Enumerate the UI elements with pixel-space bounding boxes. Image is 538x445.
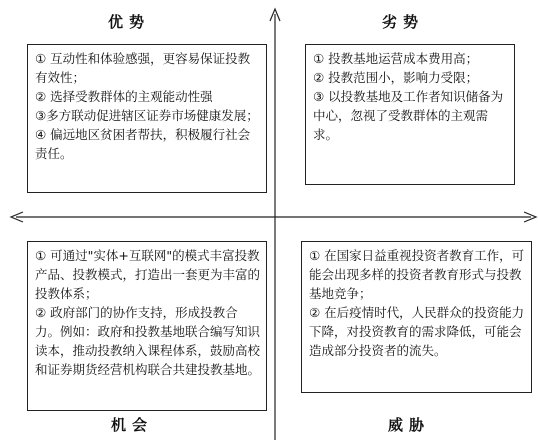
axis-arrow-up — [270, 9, 280, 21]
axis-arrow-left — [11, 212, 23, 222]
threats-item: ① 在国家日益重视投资者教育工作，可能会出现多样的投资者教育形式与投教基地竞争； — [309, 248, 525, 301]
strengths-title: 优势 — [108, 13, 151, 31]
strengths-item: ④ 偏远地区贫困者帮扶，积极履行社会责任。 — [35, 127, 251, 161]
threats-title: 威胁 — [388, 416, 431, 434]
weaknesses-box — [305, 44, 515, 185]
opportunities-box — [27, 241, 267, 411]
threats-item: ② 在后疫情时代，人民群众的投资能力下降，对投资教育的需求降低，可能会造成部分投资者的流失。 — [309, 305, 525, 358]
weaknesses-item: ① 投教基地运营成本费用高； — [313, 51, 479, 66]
weaknesses-item: ② 投教范围小，影响力受限； — [313, 70, 479, 85]
opportunities-item: ② 政府部门的协作支持，形成投教合力。例如：政府和投教基地联合编写知识读本，推动投教纳入课程体系，鼓励高校和证券期货经营机构联合共建投教基地。 — [35, 305, 261, 377]
threats-box — [301, 241, 532, 393]
weaknesses-title: 劣势 — [382, 13, 425, 31]
strengths-box — [27, 44, 267, 193]
opportunities-title: 机会 — [111, 416, 154, 434]
strengths-item: ② 选择受教群体的主观能动性强 — [35, 89, 213, 104]
weaknesses-item: ③ 以投教基地及工作者知识储备为中心，忽视了受教群体的主观需求。 — [313, 89, 504, 142]
strengths-item: ① 互动性和体验感强，更容易保证投教有效性； — [35, 51, 251, 85]
opportunities-item: ① 可通过"实体+互联网"的模式丰富投教产品、投教模式，打造出一套更为丰富的投教体系； — [35, 248, 261, 301]
strengths-item: ③多方联动促进辖区证券市场健康发展； — [35, 108, 259, 123]
axis-arrow-right — [524, 212, 536, 222]
